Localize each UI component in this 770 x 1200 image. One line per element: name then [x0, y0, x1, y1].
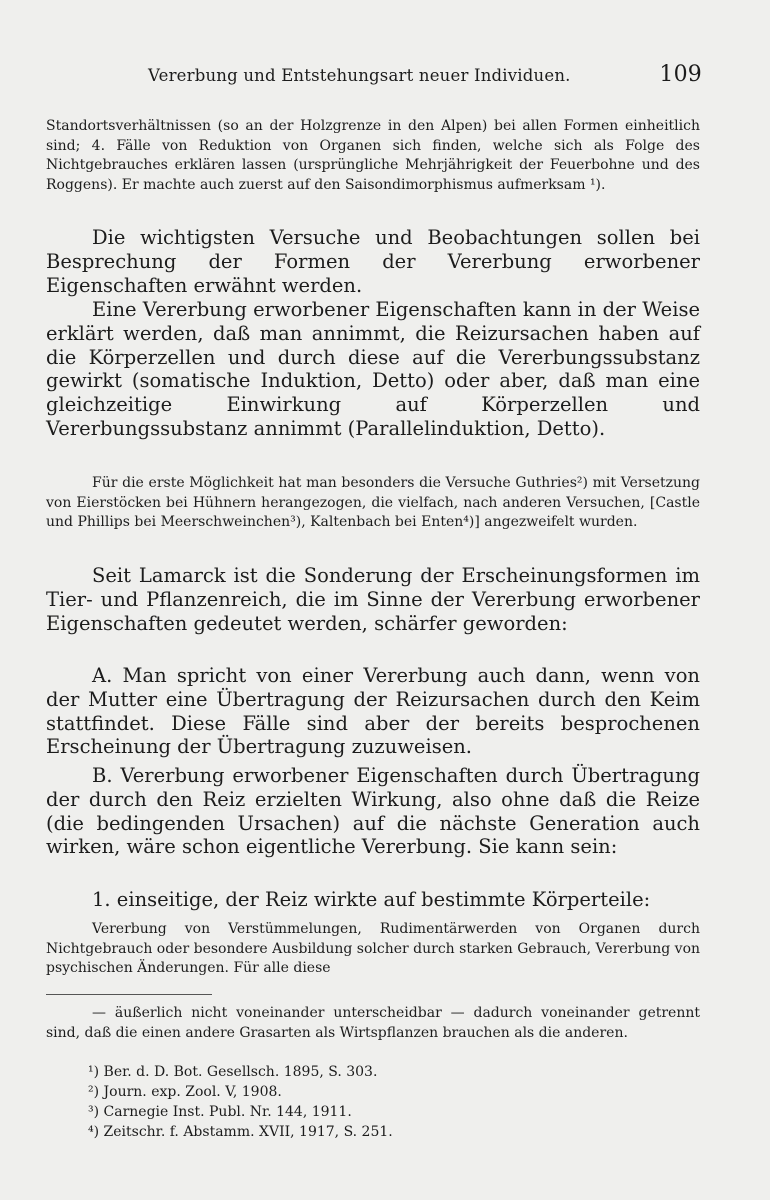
- paragraph-small-mutilations: Vererbung von Verstümmelungen, Rudimentärwerden von Organen durch Nichtgebrauch oder besondere Ausbildung solcher durch starken Gebrauch, Vererbung von psychischen Änderungen. Für alle diese: [46, 921, 701, 977]
- footnote-2: ²) Journ. exp. Zool. V, 1908.: [88, 1084, 282, 1100]
- page-number: 109: [659, 62, 702, 87]
- paragraph-lamarck: Seit Lamarck ist die Sonderung der Erscheinungsformen im Tier- und Pflanzenreich, die im Sinne der Vererbung erworbener Eigenschaften gedeutet werden, schärfer geworden:: [46, 564, 700, 635]
- footnote-continuation: — äußerlich nicht voneinander unterscheidbar — dadurch voneinander getrennt sind, daß die einen andere Grasarten als Wirtspflanzen brauchen als die anderen.: [46, 1005, 700, 1041]
- paragraph-small-guthrie: Für die erste Möglichkeit hat man besonders die Versuche Guthries²) mit Versetzung von Eierstöcken bei Hühnern herangezogen, die vielfach, nach anderen Versuchen, [Castle und Phillips bei Meerschweinchen³), Kaltenbach bei Enten⁴)] angezweifelt wurden.: [46, 475, 700, 531]
- paragraph-explanation: Eine Vererbung erworbener Eigenschaften kann in der Weise erklärt werden, daß man annimmt, die Reizursachen haben auf die Körperzellen und durch diese auf die Vererbungssubstanz gewirkt (somatische Induktion, Detto) oder aber, daß man eine gleichzeitige Einwirkung auf Körperzellen und Vererbungssubstanz annimmt (Parallelinduktion, Detto).: [46, 298, 700, 440]
- paragraph-b: B. Vererbung erworbener Eigenschaften durch Übertragung der durch den Reiz erzielten Wirkung, also ohne daß die Reize (die bedingenden Ursachen) auf die nächste Generation auch wirken, wäre schon eigentliche Vererbung. Sie kann sein:: [46, 764, 700, 859]
- footnote-3: ³) Carnegie Inst. Publ. Nr. 144, 1911.: [88, 1104, 352, 1120]
- footnote-rule: [46, 994, 212, 995]
- paragraph-one-sided: 1. einseitige, der Reiz wirkte auf bestimmte Körperteile:: [92, 888, 651, 911]
- running-title: Vererbung und Entstehungsart neuer Individuen.: [148, 66, 571, 85]
- paragraph-a: A. Man spricht von einer Vererbung auch dann, wenn von der Mutter eine Übertragung der Reizursachen durch den Keim stattfindet. Diese Fälle sind aber der bereits besprochenen Erscheinung der Übertragung zuzuweisen.: [46, 664, 700, 759]
- footnote-4: ⁴) Zeitschr. f. Abstamm. XVII, 1917, S. 251.: [88, 1124, 393, 1140]
- running-header: [148, 62, 702, 87]
- footnote-1: ¹) Ber. d. D. Bot. Gesellsch. 1895, S. 303.: [88, 1064, 378, 1080]
- paragraph-experiments: Die wichtigsten Versuche und Beobachtungen sollen bei Besprechung der Formen der Vererbung erworbener Eigenschaften erwähnt werden.: [46, 226, 700, 297]
- paragraph-continuation: Standortsverhältnissen (so an der Holzgrenze in den Alpen) bei allen Formen einheitlich sind; 4. Fälle von Reduktion von Organen sich finden, welche sich als Folge des Nichtgebrauches erklären lassen (ursprüngliche Mehrjährigkeit der Feuerbohne und des Roggens). Er machte auch zuerst auf den Saisondimorphismus aufmerksam ¹).: [46, 118, 700, 193]
